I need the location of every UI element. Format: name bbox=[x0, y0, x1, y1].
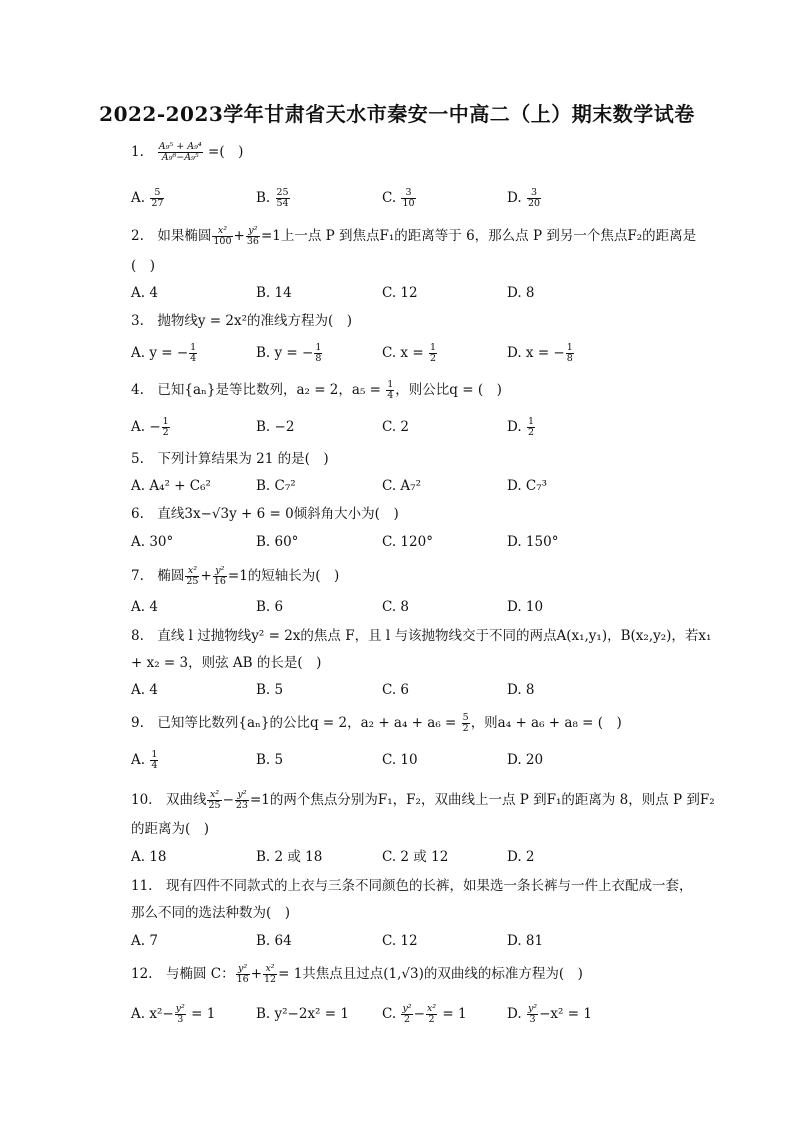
question-7: 7. 椭圆 $\frac{\text{x²}}{25}$ + $\frac{\text{y²}}{16}$ =1的短轴长为( ) bbox=[131, 565, 340, 587]
q8-option-a[interactable]: A. 4 bbox=[131, 682, 158, 698]
q11-option-b[interactable]: B. 64 bbox=[256, 933, 292, 949]
q11-option-a[interactable]: A. 7 bbox=[131, 933, 158, 949]
q2-option-b[interactable]: B. 14 bbox=[256, 285, 292, 301]
q12-option-b[interactable]: B. y²−2x² = 1 bbox=[256, 1006, 349, 1022]
q8-option-b[interactable]: B. 5 bbox=[256, 682, 284, 698]
q6-option-c[interactable]: C. 120° bbox=[382, 534, 433, 550]
q6-option-d[interactable]: D. 150° bbox=[507, 534, 559, 550]
q3-option-d[interactable]: D. x = − $\frac{1}{8}$ bbox=[507, 342, 573, 364]
q7-option-b[interactable]: B. 6 bbox=[256, 599, 284, 615]
q12-option-d[interactable]: D. $\frac{\text{y²}}{3}$ −x² = 1 bbox=[507, 1003, 592, 1025]
q1-option-a[interactable]: A. $\frac{5}{27}$ bbox=[131, 187, 164, 209]
question-2: 2. 如果椭圆 $\frac{\text{x²}}{100}$ + $\frac{\text{y²}}{36}$ =1上一点 P 到焦点F₁的距离等于 6，那么点 P 到另一个焦点F₂的距离是 bbox=[131, 225, 697, 247]
q9-option-b[interactable]: B. 5 bbox=[256, 752, 284, 768]
q4-option-d[interactable]: D. $\frac{1}{2}$ bbox=[507, 416, 534, 438]
question-9: 9. 已知等比数列{aₙ}的公比q = 2，a₂ + a₄ + a₆ = $\frac{5}{2}$ ，则a₄ + a₆ + a₈ = ( ) bbox=[131, 712, 622, 734]
q1-option-c[interactable]: C. $\frac{3}{10}$ bbox=[382, 187, 415, 209]
q5-option-a[interactable]: A. A₄² + C₆² bbox=[131, 478, 211, 494]
q9-option-a[interactable]: A. $\frac{1}{4}$ bbox=[131, 749, 158, 771]
q3-option-a[interactable]: A. y = − $\frac{1}{4}$ bbox=[131, 342, 197, 364]
question-11: 11. 现有四件不同款式的上衣与三条不同颜色的长裤，如果选一条长裤与一件上衣配成一套， bbox=[131, 878, 693, 894]
q1-fraction: $\frac{\text{A₉⁵ + A₉⁴}}{\text{A₉⁶−A₉⁵}}$ bbox=[158, 141, 202, 163]
question-10-line-2: 的距离为( ) bbox=[131, 821, 210, 837]
q5-option-c[interactable]: C. A₇² bbox=[382, 478, 422, 494]
q1-option-b[interactable]: B. $\frac{25}{54}$ bbox=[256, 187, 289, 209]
q2-option-d[interactable]: D. 8 bbox=[507, 285, 535, 301]
q5-option-b[interactable]: B. C₇² bbox=[256, 478, 296, 494]
q11-option-c[interactable]: C. 12 bbox=[382, 933, 418, 949]
q11-option-d[interactable]: D. 81 bbox=[507, 933, 544, 949]
q6-option-b[interactable]: B. 60° bbox=[256, 534, 299, 550]
q10-option-b[interactable]: B. 2 或 18 bbox=[256, 849, 323, 865]
q4-option-a[interactable]: A. − $\frac{1}{2}$ bbox=[131, 416, 169, 438]
q2-option-a[interactable]: A. 4 bbox=[131, 285, 158, 301]
question-12: 12. 与椭圆 C： $\frac{\text{y²}}{16}$ + $\frac{\text{x²}}{12}$ = 1共焦点且过点(1,√3)的双曲线的标准方程为( ) bbox=[131, 963, 583, 985]
q7-option-c[interactable]: C. 8 bbox=[382, 599, 410, 615]
question-6: 6. 直线3x−√3y + 6 = 0倾斜角大小为( ) bbox=[131, 506, 399, 522]
question-3: 3. 抛物线y = 2x²的准线方程为( ) bbox=[131, 313, 353, 329]
q7-option-d[interactable]: D. 10 bbox=[507, 599, 544, 615]
q12-option-c[interactable]: C. $\frac{\text{y²}}{2}$ − $\frac{\text{x²}}{2}$ = 1 bbox=[382, 1003, 467, 1025]
q6-option-a[interactable]: A. 30° bbox=[131, 534, 174, 550]
question-11-line-2: 那么不同的选法种数为( ) bbox=[131, 905, 291, 921]
q4-option-c[interactable]: C. 2 bbox=[382, 419, 410, 435]
q3-option-c[interactable]: C. x = $\frac{1}{2}$ bbox=[382, 342, 436, 364]
q10-option-a[interactable]: A. 18 bbox=[131, 849, 167, 865]
q2-option-c[interactable]: C. 12 bbox=[382, 285, 418, 301]
question-8: 8. 直线 l 过抛物线y² = 2x的焦点 F，且 l 与该抛物线交于不同的两点A(x₁,y₁)，B(x₂,y₂)，若x₁ bbox=[131, 628, 712, 644]
q3-option-b[interactable]: B. y = − $\frac{1}{8}$ bbox=[256, 342, 322, 364]
question-2-line-2: ( ) bbox=[131, 258, 156, 274]
q8-option-d[interactable]: D. 8 bbox=[507, 682, 535, 698]
q4-option-b[interactable]: B. −2 bbox=[256, 419, 295, 435]
question-8-line-2: + x₂ = 3，则弦 AB 的长是( ) bbox=[131, 655, 322, 671]
q5-option-d[interactable]: D. C₇³ bbox=[507, 478, 548, 494]
question-1: 1. $\frac{\text{A₉⁵ + A₉⁴}}{\text{A₉⁶−A₉⁵}}$ =( ) bbox=[131, 141, 244, 163]
q12-option-a[interactable]: A. x²− $\frac{\text{y²}}{3}$ = 1 bbox=[131, 1003, 216, 1025]
q1-option-d[interactable]: D. $\frac{3}{20}$ bbox=[507, 187, 541, 209]
q9-option-d[interactable]: D. 20 bbox=[507, 752, 544, 768]
question-10: 10. 双曲线 $\frac{\text{x²}}{25}$ − $\frac{\text{y²}}{23}$ =1的两个焦点分别为F₁，F₂，双曲线上一点 P 到F₁的距离为 8，则点 P 到F₂ bbox=[131, 789, 715, 811]
q10-option-c[interactable]: C. 2 或 12 bbox=[382, 849, 449, 865]
page-title: 2022-2023学年甘肃省天水市秦安一中高二（上）期末数学试卷 bbox=[99, 102, 695, 126]
q10-option-d[interactable]: D. 2 bbox=[507, 849, 535, 865]
q7-option-a[interactable]: A. 4 bbox=[131, 599, 158, 615]
q8-option-c[interactable]: C. 6 bbox=[382, 682, 410, 698]
q1-number: 1. bbox=[131, 144, 144, 160]
question-5: 5. 下列计算结果为 21 的是( ) bbox=[131, 451, 329, 467]
question-4: 4. 已知{aₙ}是等比数列，a₂ = 2，a₅ = $\frac{1}{4}$ ，则公比q = ( ) bbox=[131, 379, 502, 401]
q9-option-c[interactable]: C. 10 bbox=[382, 752, 418, 768]
